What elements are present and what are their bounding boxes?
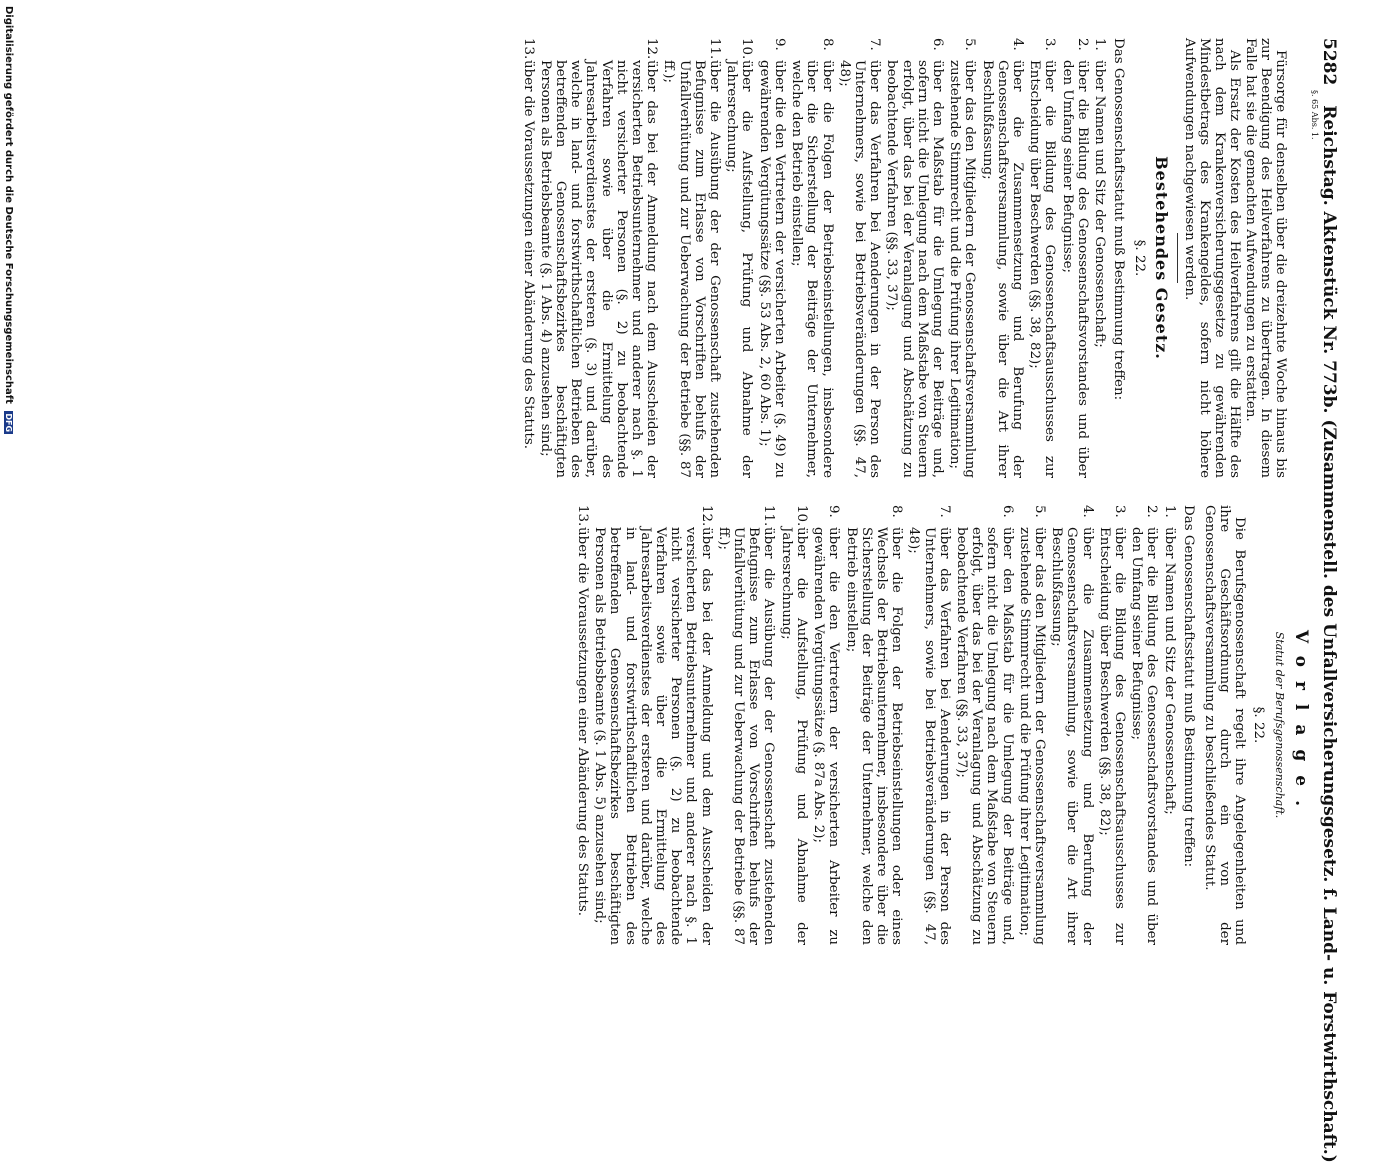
left-item <box>1027 38 1057 478</box>
right-item-list <box>575 505 1177 945</box>
left-item <box>661 38 722 478</box>
right-intro <box>1202 505 1248 945</box>
page-header <box>1319 38 1339 1163</box>
left-item <box>520 38 535 478</box>
left-item <box>757 38 787 478</box>
left-item-text: über die Voraussetzungen einer Abänderung des Statuts. <box>520 60 536 449</box>
left-intro <box>1182 38 1288 478</box>
right-subtitle: Statut der Berufsgenossenschaft. <box>1272 631 1286 819</box>
left-item-number: 2. <box>1074 38 1090 51</box>
right-item-text: über das Verfahren bei Aenderungen in der Person des Unternehmers, sowie bei Betriebsveränderungen (§§. 47, 48); <box>906 527 952 945</box>
divider <box>1177 233 1178 283</box>
right-item-text: über die Aufstellung, Prüfung und Abnahme der Jahresrechnung; <box>778 527 809 945</box>
right-item-text: über die Ausübung der der Genossenschaft zustehenden Befugnisse zum Erlasse von Vorschriften behufs der Unfallverhütung und zur Ueberwachung der Betriebe (§§. 87 ff.); <box>715 527 777 945</box>
page-number: 5282 <box>1319 38 1339 86</box>
dfg-logo-icon: DFG <box>4 413 13 433</box>
left-item <box>837 38 883 478</box>
right-column <box>573 505 1311 945</box>
right-item <box>811 505 841 945</box>
header-title: Reichstag. Aktenstück Nr. 773b. (Zusammenstell. des Unfallversicherungsgesetz. f. Land- u. Forstwirthschaft.) <box>1319 105 1339 1163</box>
left-item-number: 4. <box>1009 38 1025 51</box>
right-item-text: über die Zusammensetzung und Berufung der Genossenschaftsversammlung, sowie über die Art ihrer Beschlußfassung; <box>1049 527 1095 945</box>
left-item <box>947 38 977 478</box>
left-item-text: über die Bildung des Genossenschaftsausschusses zur Entscheidung über Beschwerden (§§. 38, 82); <box>1027 60 1058 478</box>
right-item-number: 4. <box>1079 505 1095 518</box>
left-item-text: über das Verfahren bei Aenderungen in der Person des Unternehmers, sowie bei Betriebsveränderungen (§§. 47, 48); <box>836 60 883 478</box>
left-lead: Das Genossenschaftsstatut muß Bestimmung treffen: <box>1111 38 1127 401</box>
left-item-number: 8. <box>819 38 835 51</box>
left-item-text: über die Zusammensetzung und Berufung der Genossenschaftsversammlung, sowie über die Art ihrer Beschlußfassung; <box>979 60 1025 478</box>
right-item <box>954 505 1015 945</box>
right-item <box>1161 505 1176 945</box>
left-item-number: 9. <box>771 38 787 51</box>
right-item <box>575 505 590 945</box>
left-item-text: über das den Mitgliedern der Genossenschaftsversammlung zustehende Stimmrecht und die Prüfung ihrer Legitimation; <box>947 60 978 478</box>
left-item-text: über die Bildung des Genossenschaftsvorstandes und über den Umfang seiner Befugnisse; <box>1059 60 1090 478</box>
left-item <box>789 38 835 478</box>
right-item-number: 2. <box>1144 505 1160 518</box>
right-item-number: 1. <box>1161 505 1177 518</box>
right-item <box>1129 505 1159 945</box>
right-column-title: Vorlage. <box>1291 629 1311 821</box>
right-item-number: 3. <box>1111 505 1127 518</box>
left-section-number: §. 22. <box>1132 239 1148 277</box>
left-item-number: 7. <box>867 38 883 51</box>
left-item-number: 10. <box>739 38 755 60</box>
right-item-text: über die Bildung des Genossenschaftsausschusses zur Entscheidung über Beschwerden (§§. 38, 82); <box>1096 527 1127 945</box>
footer-credit-text: Digitalisierung gefördert durch die Deutsche Forschungsgemeinschaft <box>3 6 14 404</box>
right-intro-line: Die Berufsgenossenschaft regelt ihre Angelegenheiten und ihre Geschäftsordnung durch ein von der Genossenschaftsversammlung zu beschließendes Statut. <box>1201 505 1248 945</box>
left-intro-line: Als Ersatz der Kosten des Heilverfahrens gilt die Hälfte des nach dem Krankenversicherungsgesetze zu gewährenden Mindestbetrags des Krankengeldes, sofern nicht höhere Aufwendungen nachgewiesen werden. <box>1181 38 1243 478</box>
right-item-number: 13. <box>575 505 591 527</box>
right-item-number: 7. <box>936 505 952 518</box>
right-section-number: §. 22. <box>1250 706 1266 744</box>
right-item-number: 6. <box>999 505 1015 518</box>
left-item <box>979 38 1025 478</box>
footer-credit <box>3 6 14 434</box>
left-column <box>518 38 1288 478</box>
left-item <box>724 38 754 478</box>
right-item-number: 8. <box>889 505 905 518</box>
left-item-list <box>520 38 1107 478</box>
left-item-number: 12. <box>644 38 660 60</box>
left-item <box>1059 38 1089 478</box>
right-item-text: über den Maßstab für die Umlegung der Beiträge und, sofern nicht die Umlegung nach dem Maßstabe von Steuern erfolgt, über das bei der Veranlagung und Abschätzung zu beobachtende Verfahren (§§. 33, 37); <box>953 527 1015 945</box>
left-item-number: 11. <box>707 38 723 60</box>
right-item <box>779 505 809 945</box>
right-item <box>1097 505 1127 945</box>
right-item-text: über die Bildung des Genossenschaftsvorstandes und über den Umfang seiner Befugnisse; <box>1129 527 1160 945</box>
right-item-text: über die Folgen der Betriebseinstellungen oder eines Wechsels der Betriebsunternehmer, insbesondere über die Sicherstellung der Beiträge der Unternehmer, welche den Betrieb einstellen; <box>843 527 905 945</box>
left-item-text: über die Folgen der Betriebseinstellungen, insbesondere über die Sicherstellung der Beiträge der Unternehmer, welche den Betrieb einstellen; <box>789 60 835 478</box>
left-intro-line: Fürsorge für denselben über die dreizehnte Woche hinaus bis zur Beendigung des Heilverfahrens zu übertragen. In diesem Falle hat sie die gemachten Aufwendungen zu erstatten. <box>1242 38 1288 478</box>
right-item-number: 9. <box>826 505 842 518</box>
credit-strip <box>0 0 14 1000</box>
right-item-number: 11. <box>761 505 777 527</box>
right-item <box>716 505 777 945</box>
left-item-number: 6. <box>929 38 945 51</box>
left-item-text: über den Maßstab für die Umlegung der Beiträge und, sofern nicht die Umlegung nach dem Maßstabe von Steuern erfolgt, über das bei der Veranlagung und Abschätzung zu beobachtende Verfahren (§§. 33, 37); <box>884 60 945 478</box>
right-item-text: über Namen und Sitz der Genossenschaft; <box>1161 527 1177 815</box>
right-item-number: 12. <box>698 505 714 527</box>
right-item <box>1049 505 1095 945</box>
left-item-text: über die den Vertretern der versicherten Arbeiter (§. 49) zu gewährenden Vergütungssätze (§§. 53 Abs. 2, 60 Abs. 1); <box>756 60 787 478</box>
right-item <box>592 505 714 945</box>
left-item-number: 3. <box>1042 38 1058 51</box>
left-item-text: über das bei der Anmeldung nach dem Ausscheiden der versicherten Betriebsunternehmer und anderer nach §. 1 nicht versicherter Personen (§. 2) zu beobachtende Verfahren sowie über die Ermittelung des Jahresarbeitsverdienstes der ersteren (§. 3) und darüber, welche in land- und forstwirthschaftlichen Betrieben des betreffenden Genossenschaftsbezirkes beschäftigten Personen als Betriebsbeamte (§. 1 Abs. 4) anzusehen sind; <box>537 60 660 478</box>
left-item-number: 13. <box>520 38 536 60</box>
left-item-text: über Namen und Sitz der Genossenschaft; <box>1091 60 1107 348</box>
right-item-text: über das den Mitgliedern der Genossenschaftsversammlung zustehende Stimmrecht und die Prüfung ihrer Legitimation; <box>1016 527 1047 945</box>
right-item <box>906 505 952 945</box>
left-item <box>884 38 945 478</box>
left-item <box>1092 38 1107 478</box>
right-item-text: über das bei der Anmeldung und dem Ausscheiden der versicherten Betriebsunternehmer und anderer nach §. 1 nicht versicherter Personen (§. 2) zu beobachtende Verfahren sowie über die Ermittelung des Jahresarbeitsverdienstes der ersteren und darüber, welche in land- und forstwirthschaftlichen Betrieben des betreffenden Genossenschaftsbezirkes beschäftigten Personen als Betriebsbeamte (§. 1 Abs. 5) anzusehen sind; <box>592 527 714 945</box>
left-column-title: Bestehendes Gesetz. <box>1151 156 1171 360</box>
left-item-text: über die Aufstellung, Prüfung und Abnahme der Jahresrechnung; <box>724 60 755 478</box>
left-item-number: 1. <box>1091 38 1107 51</box>
right-item <box>1017 505 1047 945</box>
right-item-number: 5. <box>1031 505 1047 518</box>
margin-note: §. 65 Abs. 1. <box>1310 90 1319 140</box>
left-item-text: über die Ausübung der der Genossenschaft zustehenden Befugnisse zum Erlasse von Vorschriften behufs der Unfallverhütung und zur Ueberwachung der Betriebe (§§. 87 ff.); <box>661 60 723 478</box>
left-item-number: 5. <box>962 38 978 51</box>
right-item-text: über die den Vertretern der versicherten Arbeiter zu gewährenden Vergütungssätze (§. 87a Abs. 2); <box>811 527 842 945</box>
right-item-text: über die Voraussetzungen einer Abänderung des Statuts. <box>575 527 591 916</box>
right-item-number: 10. <box>793 505 809 527</box>
right-lead: Das Genossenschaftsstatut muß Bestimmung treffen: <box>1180 505 1196 868</box>
right-item <box>843 505 904 945</box>
left-item <box>538 38 660 478</box>
